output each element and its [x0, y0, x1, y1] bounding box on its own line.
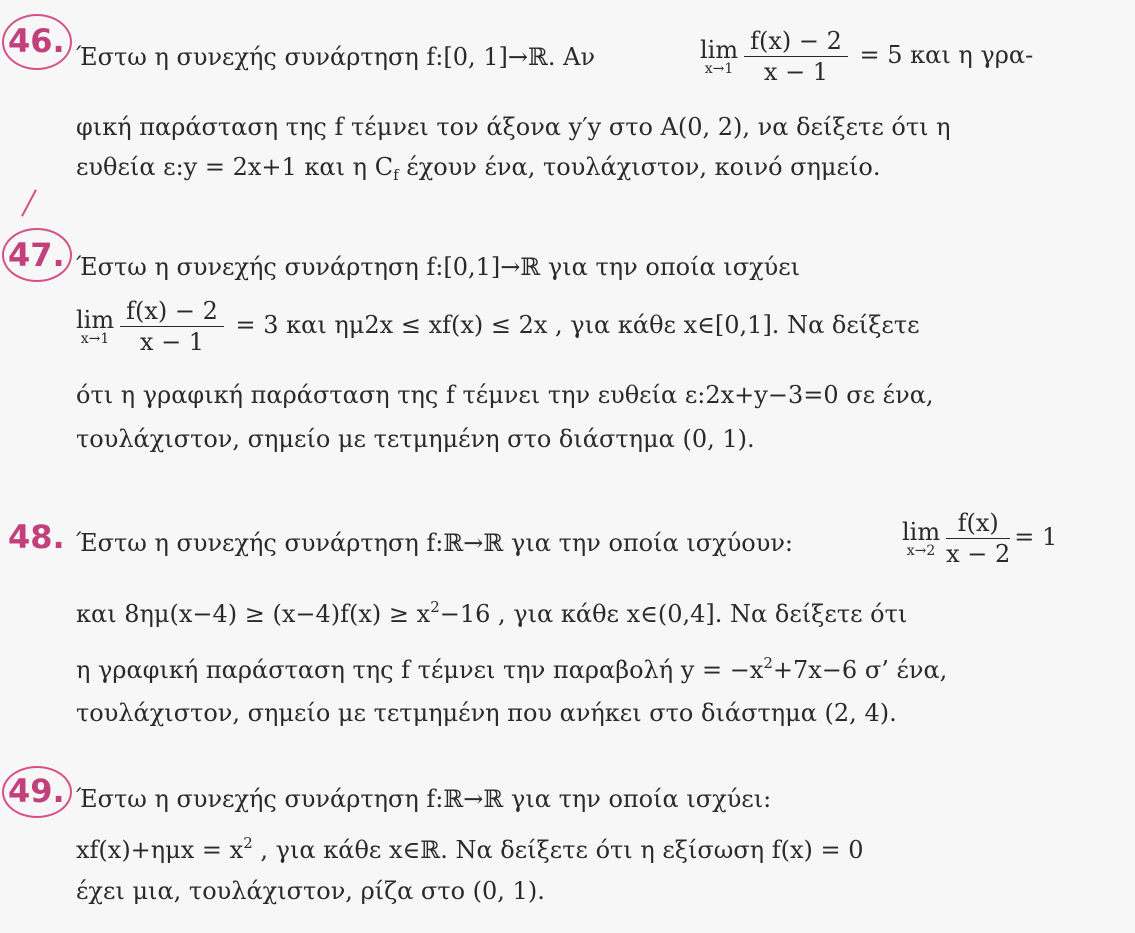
- exercise-text-line: τουλάχιστον, σημείο με τετμημένη που ανήκει στο διάστημα (2, 4).: [76, 699, 897, 727]
- exercise-text-line: φική παράσταση της f τέμνει τον άξονα y′y στο A(0, 2), να δείξετε ότι η: [76, 113, 951, 141]
- exercise-number: 49.: [8, 772, 65, 810]
- lim-operator: lim x→1: [700, 35, 739, 77]
- limit-expression: lim x→1 $\frac{f(x) - 2}{x - 1}$ = 3 και ημ2x ≤ xf(x) ≤ 2x , για κάθε x∈[0,1]. Να δείξετε: [76, 297, 920, 356]
- fraction: $\frac{f(x)}{x - 2}$: [946, 509, 1011, 568]
- exercise-text-line: τουλάχιστον, σημείο με τετμημένη στο διάστημα (0, 1).: [76, 425, 755, 453]
- exercise-text-line: Έστω η συνεχής συνάρτηση f:ℝ→ℝ για την οποία ισχύουν:: [76, 529, 793, 557]
- lim-operator: lim x→1: [76, 305, 115, 347]
- limit-expression: lim x→1 $\frac{f(x) - 2}{x - 1}$ = 5 και η γρα-: [700, 27, 1034, 86]
- cf-symbol: $C_f$: [374, 153, 399, 184]
- exercise-text-line: και $8\eta\mu(x-4) \ge (x-4)f(x) \ge x^2-16$ , για κάθε x∈(0,4]. Να δείξετε ότι: [76, 598, 908, 628]
- limit-expression: lim x→2 $\frac{f(x)}{x - 2}$ = 1: [902, 509, 1058, 568]
- fraction: $\frac{f(x) - 2}{x - 1}$: [120, 296, 224, 357]
- fraction: $\frac{f(x) - 2}{x - 1}$: [744, 26, 848, 87]
- exercise-text-line: η γραφική παράσταση της f τέμνει την παραβολή $y = -x^2+7x-6$ σ’ ένα,: [76, 654, 948, 684]
- lim-operator: lim x→2: [902, 517, 941, 559]
- exercise-text-line: Έστω η συνεχής συνάρτηση f:[0,1]→ℝ για την οποία ισχύει: [76, 253, 801, 281]
- exercise-text-line: έχει μια, τουλάχιστον, ρίζα στο (0, 1).: [76, 877, 545, 905]
- exercise-number: 47.: [8, 236, 65, 274]
- exercise-text-line: Έστω η συνεχής συνάρτηση f:ℝ→ℝ για την οποία ισχύει:: [76, 785, 772, 813]
- exercise-number: 48.: [8, 518, 65, 556]
- exercise-text-line: Έστω η συνεχής συνάρτηση f:[0, 1]→ℝ. Αν: [76, 43, 596, 71]
- exercise-number: 46.: [8, 22, 65, 60]
- exercise-text-line: $xf(x)+\eta\mu x = x^2$ , για κάθε x∈ℝ. Να δείξετε ότι η εξίσωση f(x) = 0: [76, 834, 864, 864]
- handwritten-tick: [21, 189, 37, 216]
- exercise-text-line: ότι η γραφική παράσταση της f τέμνει την ευθεία ε:2x+y−3=0 σε ένα,: [76, 381, 934, 409]
- exercise-text-line: ευθεία ε:y = 2x+1 και η $C_f$ έχουν ένα, τουλάχιστον, κοινό σημείο.: [76, 153, 881, 184]
